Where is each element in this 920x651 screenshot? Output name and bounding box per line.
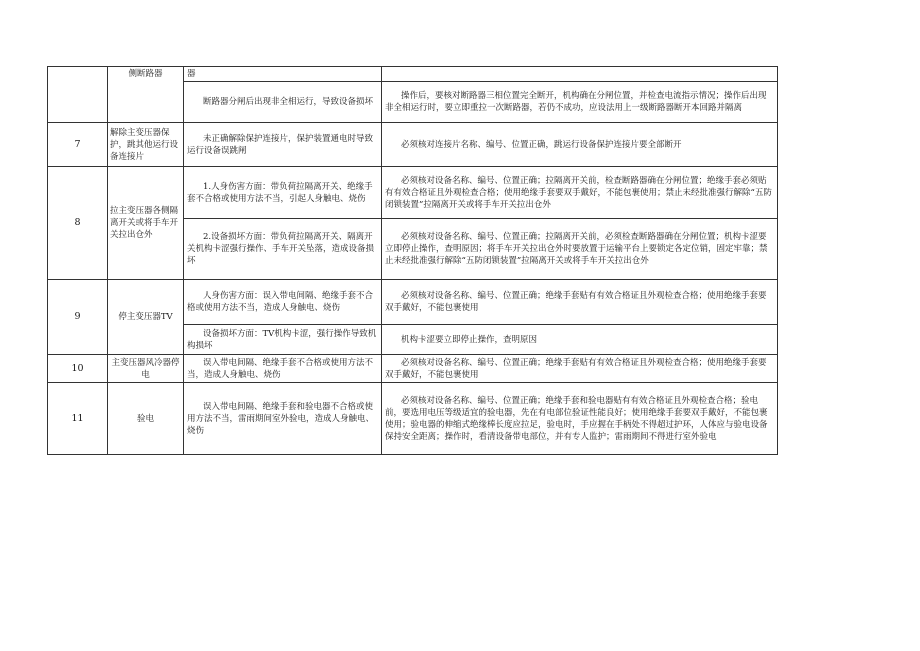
risk-control-table (47, 66, 778, 455)
row-number: 8 (48, 167, 108, 280)
row-number: 7 (48, 123, 108, 167)
control-text: 必须核对设备名称、编号、位置正确；拉隔离开关前，必须检查断路器确在分闸位置；机构卡涩要立即停止操作，查明原因；将手车开关拉出仓外时要放置于运输平台上要锁定各定位销，固定牢靠；禁止未经批准强行解除“五防闭锁装置”拉隔离开关或将手车开关拉出仓外 (382, 219, 778, 280)
table-row (48, 167, 778, 219)
row-number: 11 (48, 383, 108, 455)
risk-text: 断路器分闸后出现非全相运行，导致设备损坏 (184, 82, 382, 123)
task-name: 拉主变压器各侧隔离开关或将手车开关拉出仓外 (108, 167, 184, 280)
table-row (48, 123, 778, 167)
control-text: 必须核对连接片名称、编号、位置正确，跳运行设备保护连接片要全部断开 (382, 123, 778, 167)
control-text (382, 67, 778, 82)
task-name: 解除主变压器保护，跳其他运行设备连接片 (108, 123, 184, 167)
control-text: 必须核对设备名称、编号、位置正确；拉隔离开关前，检查断路器确在分闸位置；绝缘手套必须贴有有效合格证且外观检查合格；使用绝缘手套要双手戴好，不能包裹使用；禁止未经批准强行解除“五防闭锁装置”拉隔离开关或将手车开关拉出仓外 (382, 167, 778, 219)
row-number: 10 (48, 355, 108, 383)
control-text: 机构卡涩要立即停止操作，查明原因 (382, 325, 778, 355)
task-name: 停主变压器TV (108, 280, 184, 355)
risk-text: 器 (184, 67, 382, 82)
task-name: 验电 (108, 383, 184, 455)
control-text: 操作后，要核对断路器三相位置完全断开，机构确在分闸位置，并检查电流指示情况；操作后出现非全相运行时，要立即重拉一次断路器，若仍不成功，应设法用上一级断路器断开本回路并隔离 (382, 82, 778, 123)
control-text: 必须核对设备名称、编号、位置正确；绝缘手套贴有有效合格证且外观检查合格；使用绝缘手套要双手戴好，不能包裹使用 (382, 355, 778, 383)
control-text: 必须核对设备名称、编号、位置正确；绝缘手套贴有有效合格证且外观检查合格；使用绝缘手套要双手戴好，不能包裹使用 (382, 280, 778, 325)
risk-text: 人身伤害方面：误入带电间隔、绝缘手套不合格或使用方法不当，造成人身触电、烧伤 (184, 280, 382, 325)
table-row (48, 355, 778, 383)
row-number (48, 67, 108, 123)
row-number: 9 (48, 280, 108, 355)
control-text: 必须核对设备名称、编号、位置正确；绝缘手套和验电器贴有有效合格证且外观检查合格；验电前，要选用电压等级适宜的验电器，先在有电部位验证性能良好；使用绝缘手套要双手戴好，不能包裹使用；验电器的伸缩式绝缘棒长度应拉足，验电时，手应握在手柄处不得超过护环，人体应与验电设备保持安全距离；操作时，看清设备带电部位，并有专人监护；雷雨期间不得进行室外验电 (382, 383, 778, 455)
table-row (48, 383, 778, 455)
risk-text: 未正确解除保护连接片，保护装置通电时导致运行设备误跳闸 (184, 123, 382, 167)
risk-text: 设备损坏方面：TV机构卡涩，强行操作导致机构损坏 (184, 325, 382, 355)
risk-text: 1.人身伤害方面：带负荷拉隔离开关、绝缘手套不合格或使用方法不当，引起人身触电、烧伤 (184, 167, 382, 219)
risk-text: 2.设备损坏方面：带负荷拉隔离开关、隔离开关机构卡涩强行操作、手车开关坠落，造成设备损坏 (184, 219, 382, 280)
risk-text: 误入带电间隔、绝缘手套和验电器不合格或使用方法不当，雷雨期间室外验电，造成人身触电、烧伤 (184, 383, 382, 455)
table-row (48, 67, 778, 82)
risk-text: 误入带电间隔、绝缘手套不合格或使用方法不当，造成人身触电、烧伤 (184, 355, 382, 383)
task-name: 主变压器风冷器停电 (108, 355, 184, 383)
task-name: 侧断路器 (108, 67, 184, 123)
table-row (48, 280, 778, 325)
